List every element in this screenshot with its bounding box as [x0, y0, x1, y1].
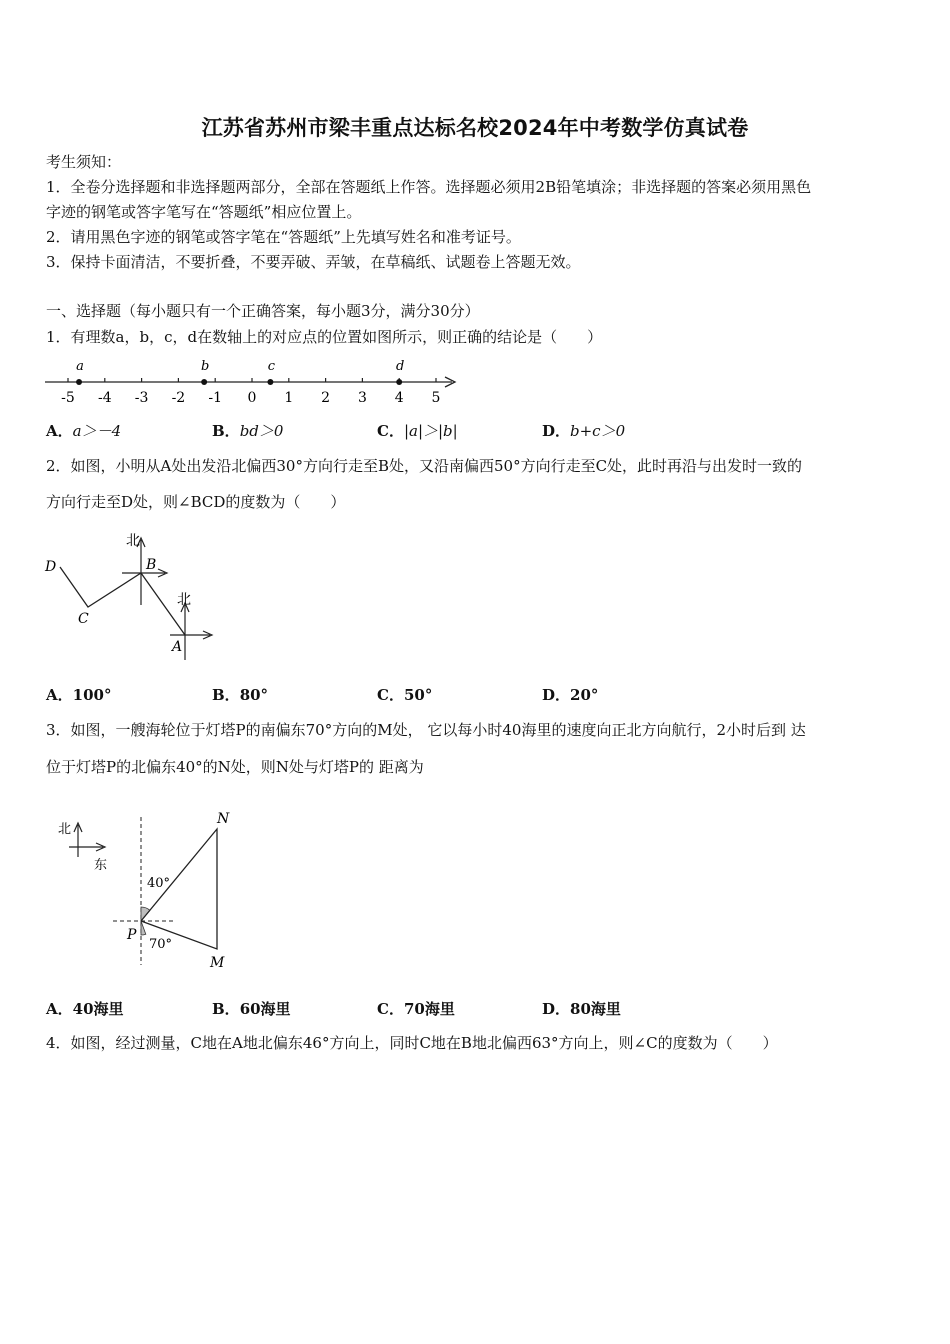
option-text: b+c＞0	[570, 422, 626, 440]
option-a[interactable]	[46, 420, 121, 441]
label-c: C	[78, 611, 89, 627]
question-1-stem: 1．有理数a，b，c，d在数轴上的对应点的位置如图所示，则正确的结论是（ ）	[46, 328, 603, 346]
option-letter: D．	[542, 686, 571, 704]
option-text: bd＞0	[239, 422, 284, 440]
point-label-c: c	[267, 359, 276, 374]
notice-heading: 考生须知：	[46, 153, 122, 171]
point-c	[267, 379, 273, 385]
option-d[interactable]	[542, 420, 625, 441]
axis-tick-label: -1	[208, 390, 223, 406]
label-a: A	[172, 639, 183, 655]
notice-item: 2．请用黑色字迹的钢笔或答字笔在“答题纸”上先填写姓名和准考证号。	[46, 228, 521, 246]
label-b: B	[146, 557, 157, 573]
option-text: |a|＞|b|	[403, 422, 458, 440]
label-north-a: 北	[177, 592, 191, 608]
option-text: 100°	[72, 686, 112, 704]
point-label-a: a	[76, 359, 84, 374]
label-east: 东	[94, 858, 108, 873]
question-3-stem-line1: 3．如图，一艘海轮位于灯塔P的南偏东70°方向的M处， 它以每小时40海里的速度向正北方向航行，2小时后到 达	[46, 721, 806, 739]
label-m: M	[210, 955, 225, 971]
option-letter: C．	[377, 1000, 404, 1018]
option-letter: B．	[212, 686, 240, 704]
lighthouse-figure-q3	[45, 805, 265, 975]
option-a[interactable]	[46, 998, 124, 1019]
axis-tick-label: 0	[247, 390, 257, 406]
option-letter: D．	[542, 1000, 571, 1018]
option-letter: D．	[542, 422, 571, 440]
label-p: P	[127, 927, 137, 943]
axis-tick-label: 5	[431, 390, 441, 406]
option-b[interactable]	[212, 998, 291, 1019]
label-n: N	[217, 811, 230, 827]
point-a	[76, 379, 82, 385]
option-text: 20°	[570, 686, 599, 704]
option-letter: A．	[46, 422, 73, 440]
option-text: 40海里	[72, 1000, 124, 1018]
option-letter: A．	[46, 686, 73, 704]
option-c[interactable]	[377, 420, 458, 441]
option-d[interactable]	[542, 998, 621, 1019]
option-a[interactable]	[46, 684, 111, 705]
option-text: 60海里	[239, 1000, 291, 1018]
point-d	[396, 379, 402, 385]
option-text: a＞－4	[72, 422, 122, 440]
option-b[interactable]	[212, 420, 283, 441]
axis-tick-label: 2	[321, 390, 331, 406]
point-label-d: d	[396, 359, 405, 374]
option-text: 80°	[239, 686, 269, 704]
notice-item: 字迹的钢笔或答字笔写在“答题纸”相应位置上。	[46, 203, 362, 221]
direction-figure-q2	[40, 525, 230, 665]
axis-tick-label: -3	[134, 390, 149, 406]
point-label-b: b	[200, 359, 210, 374]
label-d: D	[45, 559, 57, 575]
axis-tick-label: -4	[97, 390, 112, 406]
option-b[interactable]	[212, 684, 268, 705]
label-north: 北	[58, 822, 72, 837]
axis-tick-label: -5	[61, 390, 75, 406]
option-text: 80海里	[570, 1000, 621, 1018]
notice-item: 3．保持卡面清洁，不要折叠，不要弄破、弄皱，在草稿纸、试题卷上答题无效。	[46, 253, 581, 271]
option-text: 50°	[403, 686, 433, 704]
label-angle-70: 70°	[149, 937, 173, 952]
question-2-stem-line1: 2．如图，小明从A处出发沿北偏西30°方向行走至B处，又沿南偏西50°方向行走至C处，此时再沿与出发时一致的	[46, 457, 803, 475]
label-angle-40: 40°	[147, 876, 171, 891]
option-text: 70海里	[403, 1000, 455, 1018]
option-letter: A．	[46, 1000, 73, 1018]
option-letter: B．	[212, 422, 240, 440]
option-c[interactable]	[377, 998, 455, 1019]
point-b	[201, 379, 207, 385]
option-c[interactable]	[377, 684, 432, 705]
number-line-figure	[40, 352, 470, 407]
notice-item: 1．全卷分选择题和非选择题两部分，全部在答题纸上作答。选择题必须用2B铅笔填涂；非选择题的答案必须用黑色	[46, 178, 812, 196]
axis-tick-label: -2	[171, 390, 186, 406]
question-3-stem-line2: 位于灯塔P的北偏东40°的N处，则N处与灯塔P的 距离为	[46, 758, 424, 776]
section-heading: 一、选择题（每小题只有一个正确答案，每小题3分，满分30分）	[46, 302, 480, 320]
option-d[interactable]	[542, 684, 598, 705]
option-letter: B．	[212, 1000, 240, 1018]
option-letter: C．	[377, 422, 404, 440]
label-north-b: 北	[126, 533, 140, 549]
axis-tick-label: 3	[357, 390, 367, 406]
axis-tick-label: 1	[284, 390, 294, 406]
option-letter: C．	[377, 686, 404, 704]
axis-tick-label: 4	[394, 390, 404, 406]
question-2-stem-line2: 方向行走至D处，则∠BCD的度数为（ ）	[46, 493, 346, 511]
question-4-stem: 4．如图，经过测量，C地在A地北偏东46°方向上，同时C地在B地北偏西63°方向上，则∠C的度数为（ ）	[46, 1034, 778, 1052]
page-title: 江苏省苏州市梁丰重点达标名校2024年中考数学仿真试卷	[201, 116, 749, 140]
